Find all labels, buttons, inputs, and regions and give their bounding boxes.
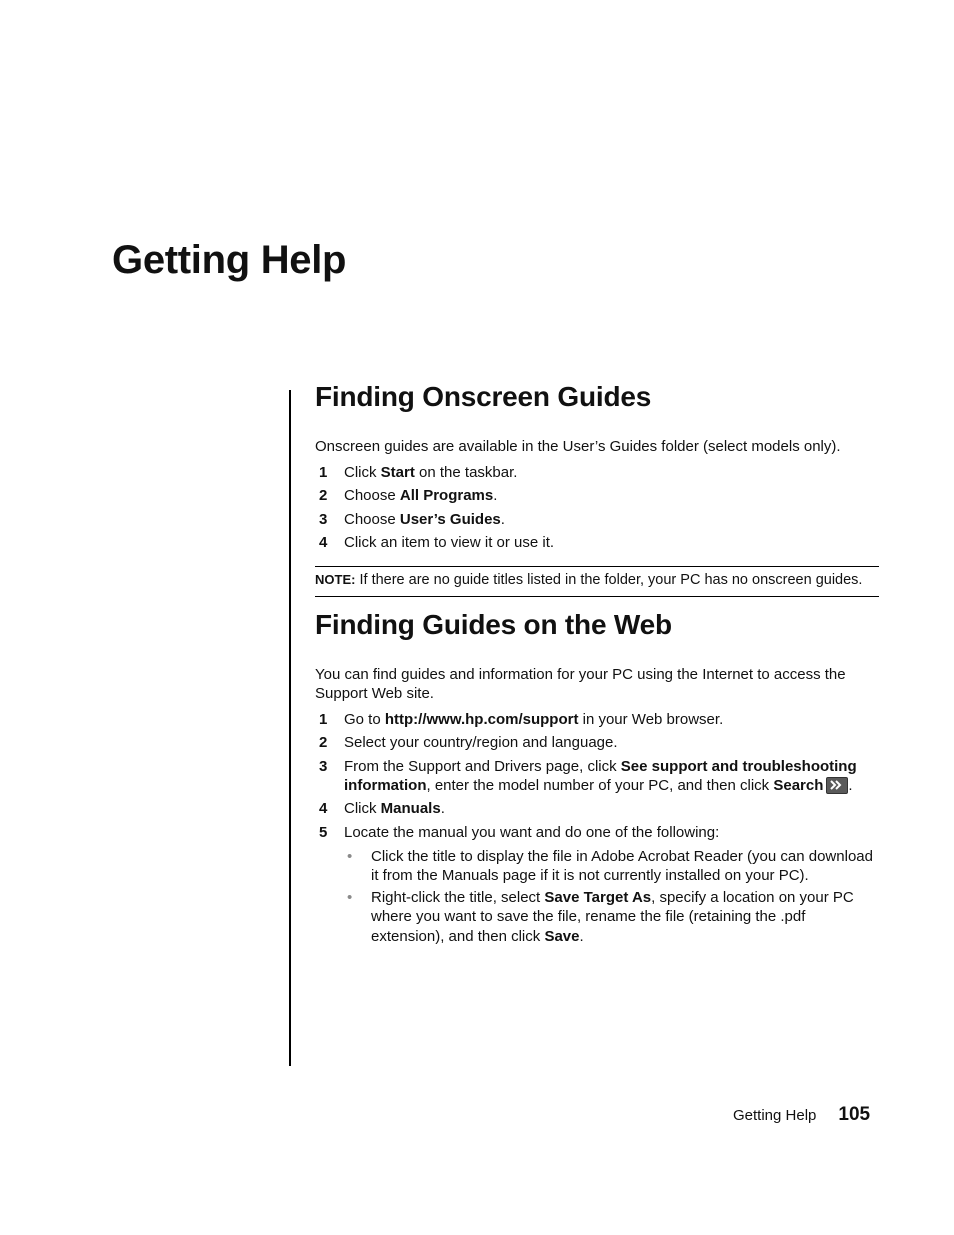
step-item	[315, 510, 879, 529]
step-text: .	[440, 800, 445, 818]
page-content	[315, 380, 879, 948]
bullet-item	[344, 888, 879, 947]
steps-list	[315, 463, 879, 553]
step-text: From the Support and Drivers page, click	[344, 757, 621, 775]
margin-rule	[289, 390, 291, 1066]
bullet-item	[344, 847, 879, 886]
step-bold-term: All Programs	[399, 487, 494, 505]
step-number: 2	[319, 734, 328, 752]
step-text: , enter the model number of your PC, and then click	[426, 776, 774, 794]
step-item	[315, 799, 879, 818]
bullet-text: .	[579, 927, 584, 945]
step-bold-term: User’s Guides	[399, 510, 501, 528]
step-item	[315, 733, 879, 752]
step-item	[315, 710, 879, 729]
step-text: in your Web browser.	[578, 710, 724, 728]
step-number: 4	[319, 800, 328, 818]
support-url: http://www.hp.com/support	[384, 710, 579, 728]
bullet-list	[344, 847, 879, 947]
step-bold-term: See support and troubleshooting information	[344, 757, 857, 794]
step-item	[315, 823, 879, 947]
bullet-text: Click the title to display the file in Adobe Acrobat Reader (you can download it from the Manuals page if it is not currently installed on your PC).	[371, 847, 873, 885]
bullet-bold-term: Save	[544, 927, 580, 945]
step-text: Click an item to view it or use it.	[344, 534, 555, 552]
steps-list	[315, 710, 879, 947]
step-text: Locate the manual you want and do one of the following:	[344, 823, 720, 841]
note-text: If there are no guide titles listed in the folder, your PC has no onscreen guides.	[355, 572, 863, 589]
section-heading-guides-on-web: Finding Guides on the Web	[315, 609, 672, 641]
section-intro: Onscreen guides are available in the User’s Guides folder (select models only).	[315, 437, 841, 455]
step-number: 1	[319, 710, 328, 728]
step-number: 3	[319, 757, 328, 775]
chapter-title: Getting Help	[112, 238, 347, 282]
step-text: Select your country/region and language.	[344, 734, 618, 752]
step-text: .	[493, 487, 498, 505]
step-text: Click	[344, 800, 381, 818]
step-number: 1	[319, 463, 328, 481]
footer-section-title: Getting Help	[733, 1107, 817, 1124]
step-bold-term: Search	[773, 776, 824, 794]
bullet-text: Right-click the title, select	[371, 888, 545, 906]
section-intro: You can find guides and information for your PC using the Internet to access the Support Web site.	[315, 665, 846, 702]
note-box	[315, 566, 879, 597]
step-bold-term: Manuals	[380, 800, 441, 818]
step-bold-term: Start	[380, 463, 415, 481]
page-footer	[733, 1104, 879, 1127]
bullet-dot-icon: •	[347, 888, 353, 906]
step-item	[315, 757, 879, 795]
search-arrow-icon	[826, 777, 848, 794]
note-label: NOTE:	[315, 572, 356, 588]
step-number: 5	[319, 823, 328, 841]
step-item	[315, 533, 879, 552]
step-text: on the taskbar.	[414, 463, 518, 481]
page-number: 105	[838, 1104, 871, 1125]
step-text: .	[848, 776, 853, 794]
step-text: Choose	[344, 487, 400, 505]
step-text: .	[500, 510, 505, 528]
step-number: 3	[319, 510, 328, 528]
bullet-bold-term: Save Target As	[544, 888, 652, 906]
bullet-dot-icon: •	[347, 847, 353, 865]
section-heading-onscreen-guides: Finding Onscreen Guides	[315, 381, 652, 412]
step-item	[315, 486, 879, 505]
step-text: Click	[344, 463, 381, 481]
step-number: 2	[319, 487, 328, 505]
step-text: Go to	[344, 710, 385, 728]
step-item	[315, 463, 879, 482]
step-text: Choose	[344, 510, 400, 528]
bullet-text: , specify a location on your PC where you want to save the file, rename the file (retaining the .pdf extension), and then click	[371, 888, 854, 945]
step-number: 4	[319, 534, 328, 552]
